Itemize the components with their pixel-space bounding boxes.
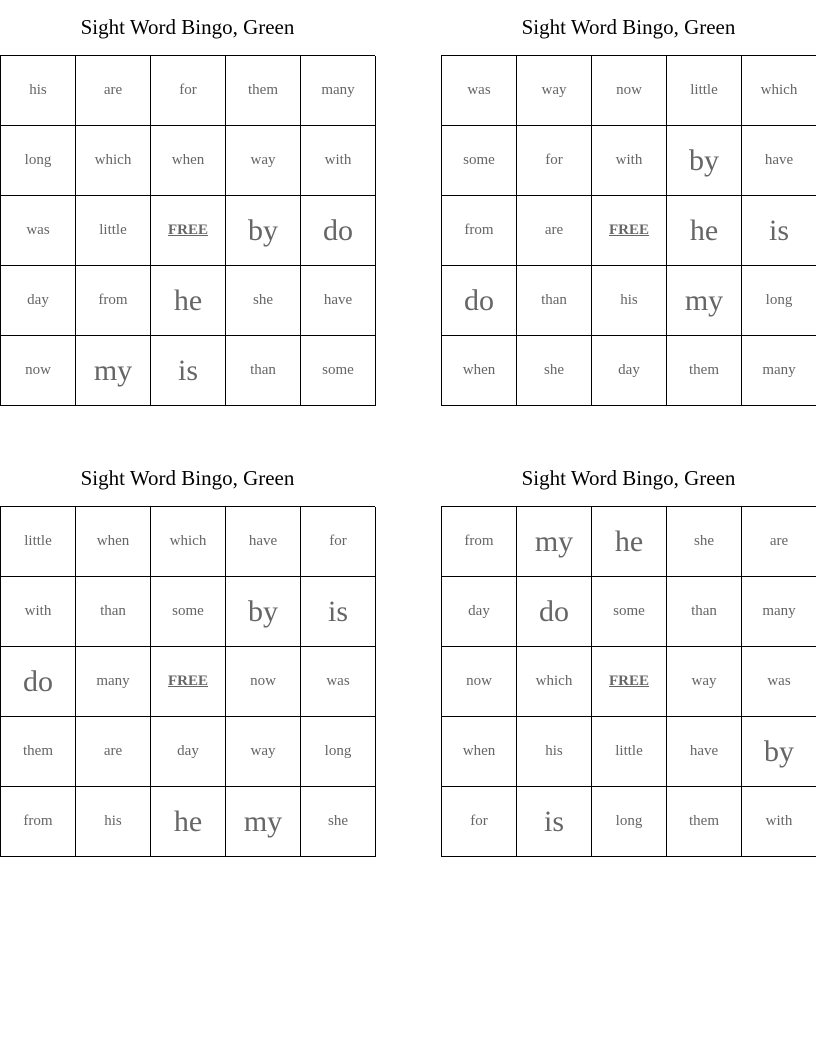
bingo-grid — [441, 506, 816, 857]
bingo-cell: have — [226, 507, 301, 577]
card-title: Sight Word Bingo, Green — [521, 466, 736, 490]
bingo-cell: some — [301, 336, 376, 406]
bingo-cell: for — [442, 787, 517, 857]
bingo-cell: was — [1, 196, 76, 266]
bingo-cell: for — [517, 126, 592, 196]
bingo-cell: my — [76, 336, 151, 406]
free-space-cell: FREE — [151, 196, 226, 266]
bingo-cell: now — [442, 647, 517, 717]
bingo-cell: she — [667, 507, 742, 577]
bingo-cell: with — [742, 787, 816, 857]
bingo-cell: do — [301, 196, 376, 266]
bingo-cell: little — [592, 717, 667, 787]
bingo-grid — [0, 55, 375, 406]
bingo-cell: which — [76, 126, 151, 196]
bingo-cell: was — [301, 647, 376, 717]
free-space-cell: FREE — [592, 196, 667, 266]
bingo-cell: for — [151, 56, 226, 126]
bingo-cell: do — [517, 577, 592, 647]
bingo-cell: many — [76, 647, 151, 717]
bingo-cell: my — [517, 507, 592, 577]
bingo-cell: was — [442, 56, 517, 126]
free-space-cell: FREE — [592, 647, 667, 717]
bingo-cell: my — [667, 266, 742, 336]
bingo-cell: with — [301, 126, 376, 196]
bingo-cell: way — [226, 126, 301, 196]
bingo-cell: which — [151, 507, 226, 577]
bingo-cell: than — [226, 336, 301, 406]
bingo-cell: he — [151, 266, 226, 336]
bingo-cell: long — [301, 717, 376, 787]
bingo-cell: his — [517, 717, 592, 787]
bingo-cell: he — [667, 196, 742, 266]
bingo-cell: was — [742, 647, 816, 717]
bingo-cell: she — [301, 787, 376, 857]
bingo-cell: do — [1, 647, 76, 717]
bingo-cell: from — [76, 266, 151, 336]
bingo-cell: when — [442, 717, 517, 787]
bingo-cell: are — [742, 507, 816, 577]
bingo-cell: them — [226, 56, 301, 126]
bingo-cell: than — [517, 266, 592, 336]
bingo-cell: from — [442, 507, 517, 577]
bingo-cell: when — [151, 126, 226, 196]
card-title: Sight Word Bingo, Green — [80, 15, 295, 39]
bingo-grid — [0, 506, 375, 857]
bingo-cell: some — [151, 577, 226, 647]
bingo-cell: now — [226, 647, 301, 717]
bingo-card-1 — [0, 0, 375, 406]
bingo-cell: have — [742, 126, 816, 196]
bingo-cell: long — [1, 126, 76, 196]
bingo-cell: he — [592, 507, 667, 577]
bingo-cell: many — [742, 577, 816, 647]
bingo-cell: day — [442, 577, 517, 647]
bingo-cell: way — [226, 717, 301, 787]
bingo-cell: she — [517, 336, 592, 406]
bingo-cell: do — [442, 266, 517, 336]
bingo-cell: long — [742, 266, 816, 336]
bingo-cell: he — [151, 787, 226, 857]
bingo-cell: when — [442, 336, 517, 406]
bingo-cell: by — [667, 126, 742, 196]
bingo-cell: some — [442, 126, 517, 196]
bingo-card-4 — [441, 451, 816, 857]
bingo-cell: now — [592, 56, 667, 126]
bingo-cell: day — [592, 336, 667, 406]
bingo-cell: for — [301, 507, 376, 577]
bingo-cell: are — [76, 717, 151, 787]
bingo-cell: than — [76, 577, 151, 647]
bingo-cell: little — [667, 56, 742, 126]
bingo-cell: with — [592, 126, 667, 196]
bingo-cell: by — [226, 577, 301, 647]
bingo-cell: now — [1, 336, 76, 406]
bingo-cell: is — [517, 787, 592, 857]
bingo-card-3 — [0, 451, 375, 857]
bingo-cell: have — [301, 266, 376, 336]
bingo-cell: day — [151, 717, 226, 787]
bingo-cell: by — [226, 196, 301, 266]
bingo-cell: his — [592, 266, 667, 336]
bingo-cell: them — [1, 717, 76, 787]
card-title: Sight Word Bingo, Green — [521, 15, 736, 39]
bingo-cell: way — [517, 56, 592, 126]
bingo-cell: she — [226, 266, 301, 336]
bingo-cell: which — [517, 647, 592, 717]
bingo-cell: day — [1, 266, 76, 336]
card-title: Sight Word Bingo, Green — [80, 466, 295, 490]
bingo-cell: long — [592, 787, 667, 857]
bingo-cell: which — [742, 56, 816, 126]
bingo-cell: some — [592, 577, 667, 647]
bingo-cell: are — [517, 196, 592, 266]
bingo-cell: than — [667, 577, 742, 647]
bingo-cell: with — [1, 577, 76, 647]
bingo-cell: are — [76, 56, 151, 126]
bingo-cell: is — [742, 196, 816, 266]
bingo-cell: them — [667, 787, 742, 857]
bingo-cell: is — [151, 336, 226, 406]
bingo-cell: his — [1, 56, 76, 126]
bingo-cell: is — [301, 577, 376, 647]
free-space-cell: FREE — [151, 647, 226, 717]
bingo-cell: when — [76, 507, 151, 577]
bingo-cell: way — [667, 647, 742, 717]
bingo-cell: little — [1, 507, 76, 577]
bingo-cell: by — [742, 717, 816, 787]
bingo-cell: my — [226, 787, 301, 857]
bingo-cell: many — [301, 56, 376, 126]
bingo-cell: his — [76, 787, 151, 857]
bingo-grid — [441, 55, 816, 406]
bingo-cell: from — [442, 196, 517, 266]
bingo-cell: from — [1, 787, 76, 857]
bingo-cell: them — [667, 336, 742, 406]
bingo-cell: little — [76, 196, 151, 266]
bingo-card-2 — [441, 0, 816, 406]
bingo-cell: have — [667, 717, 742, 787]
bingo-cell: many — [742, 336, 816, 406]
